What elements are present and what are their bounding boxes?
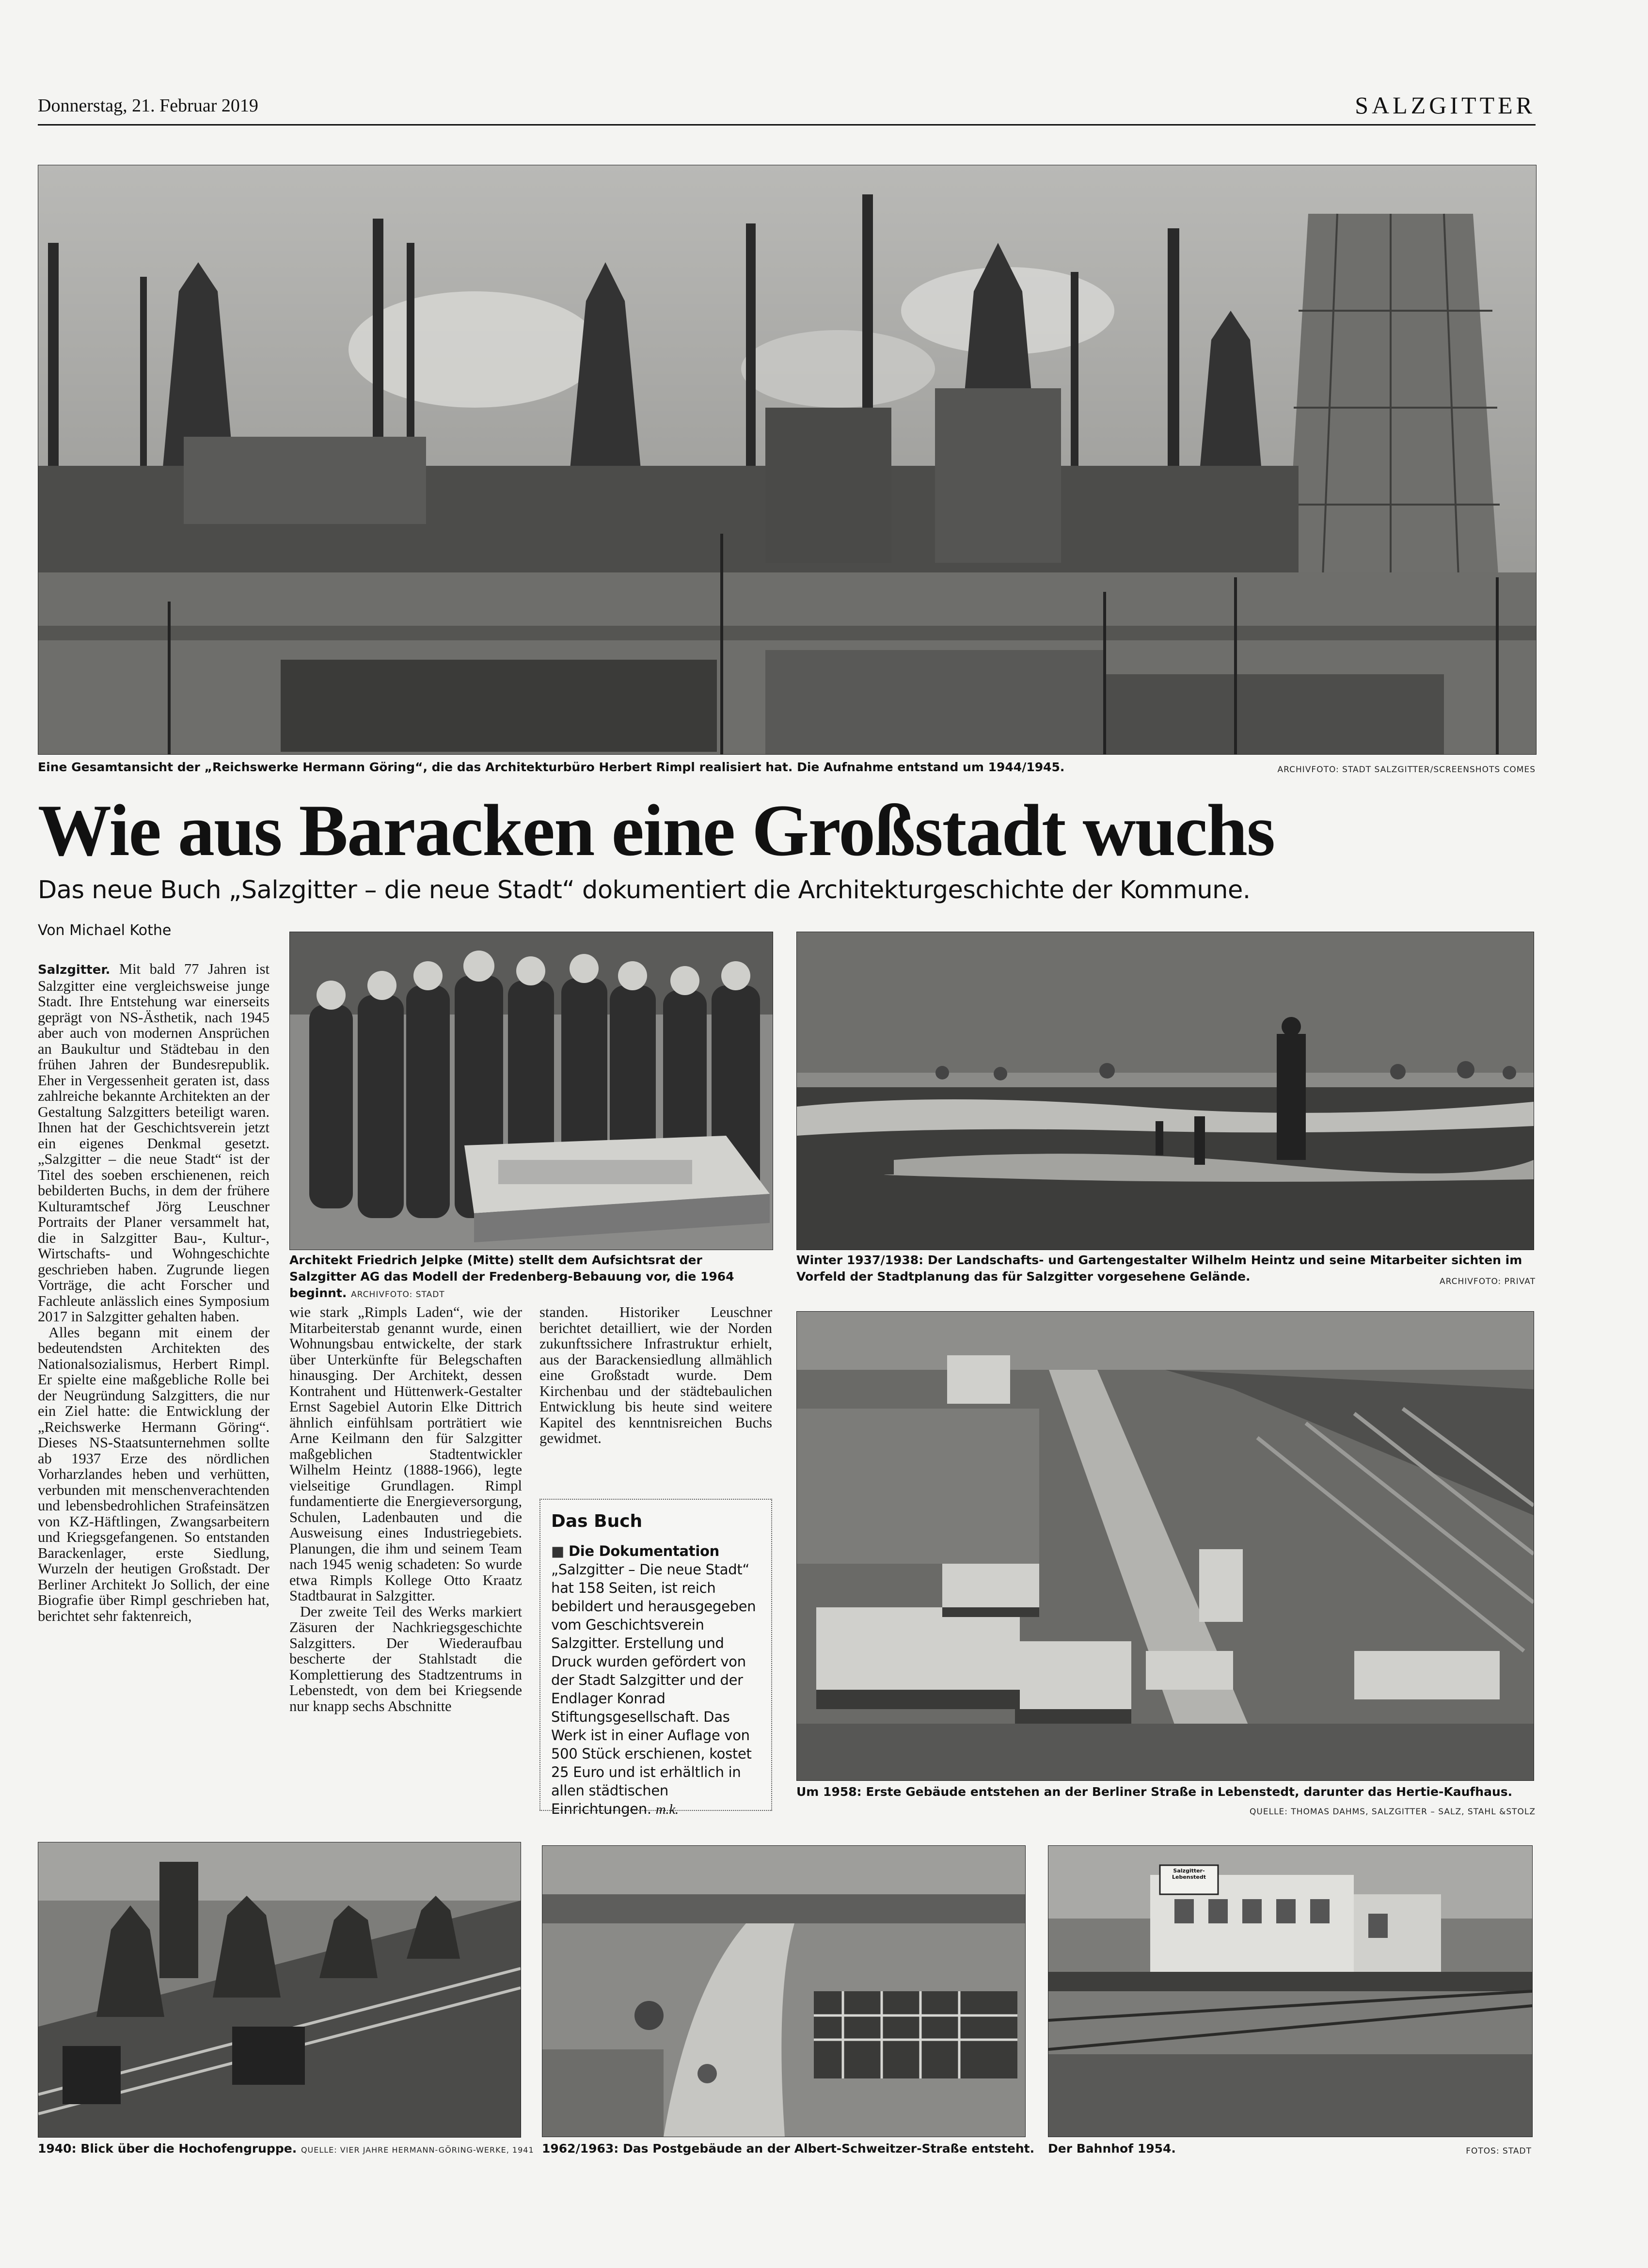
article-paragraph: standen. Historiker Leuschner berichtet detailliert, wie der Norden zukunftssichere Infrastruktur erhielt, aus der Barackensiedlung allmählich eine Großstadt wurde. Dem Kirchenbau und der städtebaulichen Entwicklung bis heute sind weitere Kapitel des kenntnisreichen Buchs gewidmet. xyxy=(539,1304,772,1446)
infobox-signature: m.k. xyxy=(655,1802,679,1817)
photo-hochofen-caption xyxy=(38,2141,534,2158)
lead-photo-credit: ARCHIVFOTO: STADT SALZGITTER/SCREENSHOTS COMES xyxy=(1277,765,1536,775)
photo-winter-landscape xyxy=(796,932,1534,1250)
article-paragraph: Der zweite Teil des Werks markiert Zäsuren der Nachkriegsgeschichte Salzgitters. Der Wiederaufbau bescherte der Stahlstadt die Komplettierung des Stadtzentrums in Lebenstedt, von dem bei Kriegsende nur knapp sechs Abschnitte xyxy=(289,1603,522,1714)
photo-hochofen-caption-text: 1940: Blick über die Hochofengruppe. xyxy=(38,2141,297,2156)
photo-model-presentation xyxy=(289,932,773,1250)
photo-aerial-credit: QUELLE: THOMAS DAHMS, SALZGITTER – SALZ, STAHL &STOLZ xyxy=(1250,1807,1536,1817)
article-column-2 xyxy=(289,1304,522,1714)
photo-model-caption-text: Architekt Friedrich Jelpke (Mitte) stellt dem Aufsichtsrat der Salzgitter AG das Modell der Fredenberg-Bebauung vor, die 1964 beginnt. xyxy=(289,1253,734,1300)
photo-post-caption: 1962/1963: Das Postgebäude an der Albert-Schweitzer-Straße entsteht. xyxy=(542,2141,1035,2156)
photo-winter-caption: Winter 1937/1938: Der Landschafts- und Gartengestalter Wilhelm Heintz und seine Mitarbeiter sichten im Vorfeld der Stadtplanung das für Salzgitter vorgesehene Gelände. xyxy=(796,1253,1522,1284)
photo-model-caption xyxy=(289,1252,769,1303)
article-paragraph: wie stark „Rimpls Laden“, wie der Mitarbeiterstab genannt wurde, einen Wohnungsbau entwickelte, der stark über Unterkünfte für Belegschaften hinausging. Der Architekt, dessen Kontrahent und Hüttenwerk-Gestalter Ernst Sagebiel Autorin Elke Dittrich ähnlich einfühlsam porträtiert wie Arne Keilmann den für Salzgitter maßgeblichen Stadtentwickler Wilhelm Heintz (1888-1966), legte vielseitige Grundlagen. Rimpl fundamentierte die Energieversorgung, Schulen, Ladenbauten und die Ausweisung eines Industriegebiets. Planungen, die ihm und seinem Team nach 1945 wenig schadeten: So wurde etwa Rimpls Kollege Otto Kraatz Stadtbaurat in Salzgitter. xyxy=(289,1304,522,1604)
lead-photo-caption: Eine Gesamtansicht der „Reichswerke Hermann Göring“, die das Architekturbüro Herbert Rimpl realisiert hat. Die Aufnahme entstand um 1944/1945. xyxy=(38,760,1065,774)
photo-bahnhof xyxy=(1048,1845,1533,2137)
article-paragraph: Mit bald 77 Jahren ist Salzgitter eine vergleichsweise junge Stadt. Ihre Entstehung war einerseits geprägt von NS-Ästhetik, nach 1945 aber auch von modernen Ansprüchen an Baukultur und Städtebau in den frühen Jahren der Bundesrepublik. Eher in Vergessenheit geraten ist, dass zahlreiche bekannte Architekten an der Gestaltung Salzgitters beteiligt waren. Ihnen hat der Geschichtsverein jetzt ein eigenes Denkmal gesetzt. „Salzgitter – die neue Stadt“ ist der Titel des soeben erschienenen, reich bebilderten Buchs, in dem der frühere Kulturamtschef Jörg Leuschner Portraits der Planer versammelt hat, die in Salzgitter Bau-, Kultur-, Wirtschafts- und Wohngeschichte geschrieben haben. Zugrunde liegen Vorträge, die acht Forscher und Fachleute anlässlich eines Symposium 2017 in Salzgitter gehalten haben. xyxy=(38,961,270,1325)
photo-bahnhof-caption: Der Bahnhof 1954. xyxy=(1048,2141,1176,2156)
photo-aerial-caption: Um 1958: Erste Gebäude entstehen an der Berliner Straße in Lebenstedt, darunter das Hertie-Kaufhaus. xyxy=(796,1785,1513,1799)
article-byline: Von Michael Kothe xyxy=(38,922,172,939)
photo-winter-credit: ARCHIVFOTO: PRIVAT xyxy=(1440,1277,1536,1286)
photo-hochofengruppe xyxy=(38,1842,521,2138)
infobox-bullet-icon: ■ xyxy=(551,1543,565,1559)
article-column-3 xyxy=(539,1304,772,1446)
article-kicker: Salzgitter. xyxy=(38,963,111,977)
article-column-1 xyxy=(38,961,269,1624)
photo-postgebaeude xyxy=(542,1845,1026,2137)
infobox-title: Das Buch xyxy=(551,1511,643,1531)
article-headline: Wie aus Baracken eine Großstadt wuchs xyxy=(38,790,1275,871)
page-date: Donnerstag, 21. Februar 2019 xyxy=(38,95,258,116)
infobox-kicker: Die Dokumentation xyxy=(569,1543,719,1559)
infobox-text: „Salzgitter – Die neue Stadt“ hat 158 Seiten, ist reich bebildert und herausgegeben vom Geschichtsverein Salzgitter. Erstellung und Druck wurden gefördert von der Stadt Salzgitter und der Endlager Konrad Stiftungsgesellschaft. Das Werk ist in einer Auflage von 500 Stück erschienen, kostet 25 Euro und ist erhältlich in allen städtischen Einrichtungen. xyxy=(551,1561,756,1817)
article-paragraph: Alles begann mit einem der bedeutendsten Architekten des Nationalsozialismus, Herbert Rimpl. Er spielte eine maßgebliche Rolle bei der Neugründung Salzgitters, die nur ein Ziel hatte: die Entwicklung der „Reichswerke Hermann Göring“. Dieses NS-Staatsunternehmen sollte ab 1937 Erze des nördlichen Vorharzlandes heben und verhütten, verbunden mit menschenverachtenden und lebensbedrohlichen Strafeinsätzen von KZ-Häftlingen, Zwangsarbeitern und Kriegsgefangenen. So entstanden Barackenlager, erste Siedlung, Wurzeln der heutigen Großstadt. Der Berliner Architekt Jo Sollich, der eine Biografie über Rimpl geschrieben hat, berichtet sehr faktenreich, xyxy=(38,1324,269,1624)
photo-hochofen-credit: QUELLE: VIER JAHRE HERMANN-GÖRING-WERKE, 1941 xyxy=(301,2145,534,2155)
bahnhof-station-sign: Salzgitter-Lebenstedt xyxy=(1172,1868,1206,1880)
photo-bahnhof-credit: FOTOS: STADT xyxy=(1466,2146,1532,2156)
photo-model-credit: ARCHIVFOTO: STADT xyxy=(351,1290,445,1300)
photo-aerial-1958 xyxy=(796,1311,1534,1781)
lead-photo-steelworks xyxy=(38,165,1537,755)
section-title: SALZGITTER xyxy=(1355,92,1536,119)
header-rule xyxy=(38,124,1536,126)
infobox-das-buch xyxy=(539,1499,772,1817)
article-subheadline: Das neue Buch „Salzgitter – die neue Stadt“ dokumentiert die Architekturgeschichte der Kommune. xyxy=(38,876,1251,904)
